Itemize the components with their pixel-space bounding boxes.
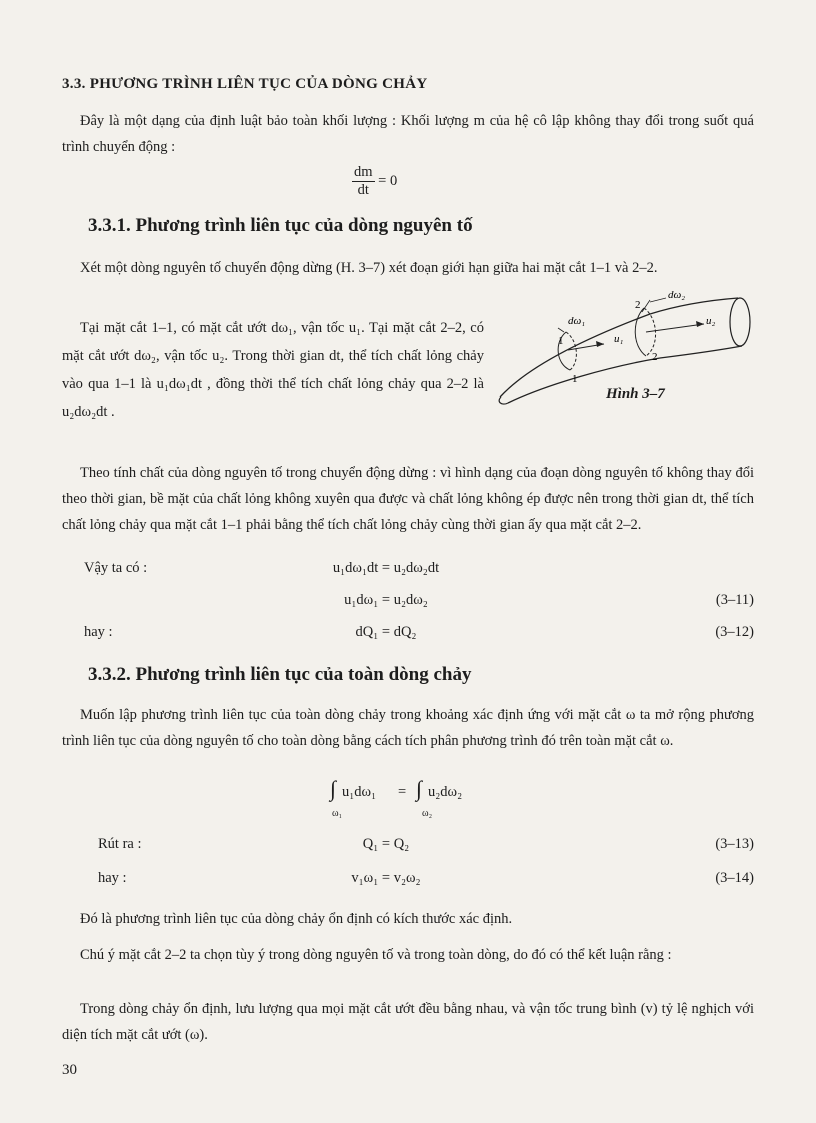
integral-equals: =	[398, 784, 407, 800]
label-d-omega-2: dω₂	[668, 289, 686, 301]
eq-lead-vay-ta-co: Vậy ta có :	[84, 560, 148, 576]
equation-number-3-14: (3–14)	[715, 870, 754, 886]
sub2-paragraph-1: Muốn lập phương trình liên tục của toàn dòng chảy trong khoảng xác định ứng với mặt cắt ω ta mở rộng phương trình liên tục của dòng nguyên tố cho toàn dòng bằng cách tích phân phương trình đó trên toàn mặt cắt ω.	[62, 707, 754, 749]
label-section-2-bottom: 2	[652, 351, 658, 363]
equation-3-12: dQ₁ = dQ₂	[355, 624, 417, 640]
label-section-2-top: 2	[635, 299, 641, 311]
page-number: 30	[62, 1062, 77, 1078]
integral-lhs: u₁dω₁	[342, 784, 377, 800]
eq-lead-hay-2: hay :	[98, 870, 127, 886]
sub1-paragraph-1: Xét một dòng nguyên tố chuyển động dừng (H. 3–7) xét đoạn giới hạn giữa hai mặt cắt 1–1 và 2–2.	[80, 260, 658, 276]
integral-limit-1: ω₁	[332, 808, 343, 819]
sub1-paragraph-3: Theo tính chất của dòng nguyên tố trong chuyển động dừng : vì hình dạng của đoạn dòng nguyên tố không thay đổi theo thời gian, bề mặt của chất lỏng không xuyên qua được và chất lỏng không ép được nên trong thời gian dt, thể tích chất lỏng chảy qua mặt cắt 1–1 phải bằng thể tích chất lỏng chảy cùng thời gian ấy qua mặt cắt 2–2.	[62, 465, 754, 533]
sub2-paragraph-3: Chú ý mặt cắt 2–2 ta chọn tùy ý trong dòng nguyên tố và trong toàn dòng, do đó có thể kết luận rằng :	[80, 947, 672, 963]
sub2-paragraph-4: Trong dòng chảy ổn định, lưu lượng qua mọi mặt cắt ướt đều bằng nhau, và vận tốc trung bình (v) tỷ lệ nghịch với diện tích mặt cắt ướt (ω).	[62, 1001, 754, 1043]
integral-rhs: u₂dω₂	[428, 784, 463, 800]
eq-denominator: dt	[357, 182, 369, 198]
subsection-title-1: 3.3.1. Phương trình liên tục của dòng nguyên tố	[88, 215, 473, 236]
equation-3-14: v₁ω₁ = v₂ω₂	[351, 870, 421, 886]
sub2-paragraph-2: Đó là phương trình liên tục của dòng chảy ổn định có kích thước xác định.	[80, 911, 513, 927]
eq-rhs: = 0	[378, 172, 398, 189]
figure-caption: Hình 3–7	[606, 386, 665, 402]
eq-lead-hay: hay :	[84, 624, 113, 640]
integral-sign-right: ∫	[416, 776, 423, 801]
equation-block-1	[62, 560, 754, 650]
label-section-1-top: 1	[558, 335, 564, 347]
integral-equation	[330, 776, 530, 826]
equation-number-3-13: (3–13)	[715, 836, 754, 852]
mass-conservation-equation	[352, 164, 397, 199]
figure-3-7	[492, 284, 772, 414]
intro-paragraph: Đây là một dạng của định luật bảo toàn khối lượng : Khối lượng m của hệ cô lập không thay đổi trong suốt quá trình chuyển động :	[62, 113, 754, 155]
label-d-omega-1: dω₁	[568, 315, 586, 327]
eq-lead-rut-ra: Rút ra :	[98, 836, 142, 852]
equation-number-3-11: (3–11)	[715, 592, 754, 608]
label-u2: u₂	[706, 315, 716, 327]
equation-number-3-12: (3–12)	[715, 624, 754, 640]
subsection-title-2: 3.3.2. Phương trình liên tục của toàn dòng chảy	[88, 664, 472, 685]
label-section-1-bottom: 1	[572, 373, 578, 385]
equation-3-13: Q₁ = Q₂	[362, 836, 410, 852]
equation-3-11: u₁dω₁ = u₂dω₂	[344, 592, 428, 608]
eq-numerator: dm	[354, 164, 373, 180]
section-title: 3.3. PHƯƠNG TRÌNH LIÊN TỤC CỦA DÒNG CHẢY	[62, 76, 428, 92]
equation-volume: u₁dω₁dt = u₂dω₂dt	[332, 560, 440, 576]
sub1-paragraph-2: Tại mặt cắt 1–1, có mặt cắt ướt dω₁, vận tốc u₁. Tại mặt cắt 2–2, có mặt cắt ướt dω₂, vận tốc u₂. Trong thời gian dt, thể tích chất lỏng chảy vào qua 1–1 là u₁dω₁dt , đồng thời thể tích chất lỏng chảy qua 2–2 là u₂dω₂dt .	[62, 320, 484, 420]
integral-sign-left: ∫	[330, 776, 337, 801]
equation-block-2	[62, 836, 754, 896]
label-u1: u₁	[614, 333, 624, 345]
integral-limit-2: ω₂	[422, 808, 433, 819]
